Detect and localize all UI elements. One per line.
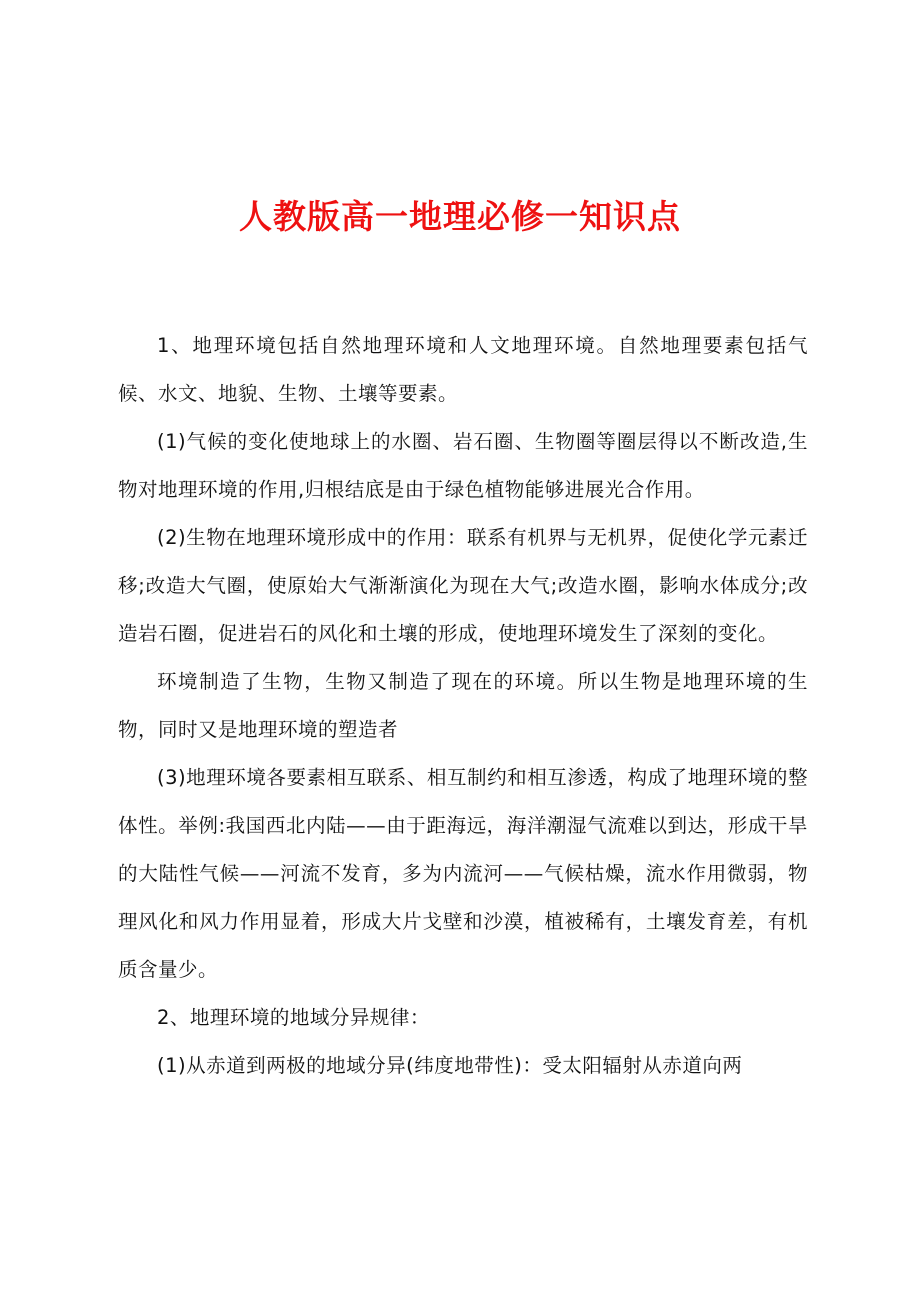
document-body — [118, 322, 808, 1090]
paragraph-biology-role: (2)生物在地理环境形成中的作用：联系有机界与无机界，促使化学元素迁移;改造大气圈，使原始大气渐渐演化为现在大气;改造水圈，影响水体成分;改造岩石圈，促进岩石的风化和土壤的形成，使地理环境发生了深刻的变化。 — [118, 526, 808, 645]
paragraph-2-zonal-differentiation: 2、地理环境的地域分异规律： — [157, 1006, 430, 1029]
paragraph-integrity: (3)地理环境各要素相互联系、相互制约和相互渗透，构成了地理环境的整体性。举例:我国西北内陆——由于距海远，海洋潮湿气流难以到达，形成干旱的大陆性气候——河流不发育，多为内流河——气候枯燥，流水作用微弱，物理风化和风力作用显着，形成大片戈壁和沙漠，植被稀有，土壤发育差，有机质含量少。 — [118, 766, 808, 981]
document-title: 人教版高一地理必修一知识点 — [239, 197, 681, 236]
paragraph-environment-creates-life: 环境制造了生物，生物又制造了现在的环境。所以生物是地理环境的生物，同时又是地理环境的塑造者 — [118, 670, 808, 741]
paragraph-latitudinal-zonality: (1)从赤道到两极的地域分异(纬度地带性)：受太阳辐射从赤道向两 — [157, 1054, 743, 1077]
paragraph-1-environment-definition: 1、地理环境包括自然地理环境和人文地理环境。自然地理要素包括气候、水文、地貌、生物、土壤等要素。 — [118, 334, 808, 405]
paragraph-climate-change: (1)气候的变化使地球上的水圈、岩石圈、生物圈等圈层得以不断改造,生物对地理环境的作用,归根结底是由于绿色植物能够进展光合作用。 — [118, 430, 808, 501]
